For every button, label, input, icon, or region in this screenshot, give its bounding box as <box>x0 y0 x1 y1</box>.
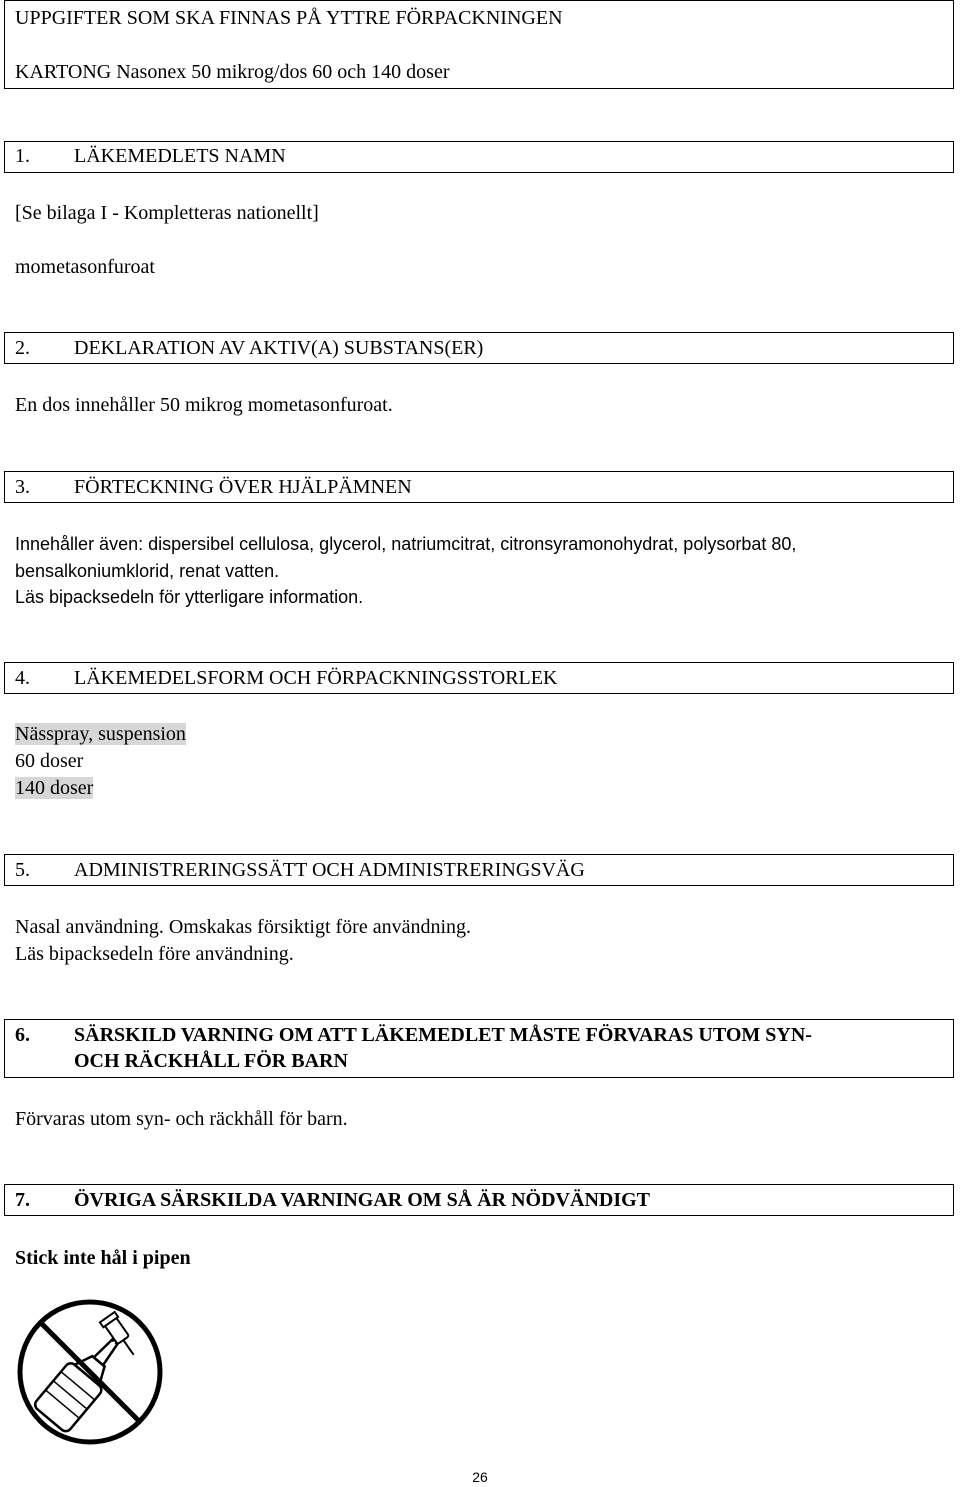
section-title-line-2: OCH RÄCKHÅLL FÖR BARN <box>74 1050 348 1072</box>
section-title: FÖRTECKNING ÖVER HJÄLPÄMNEN <box>74 476 412 498</box>
section-3-line-3: Läs bipacksedeln för ytterligare information. <box>15 587 364 607</box>
section-number: 3. <box>15 476 30 498</box>
section-number: 6. <box>15 1024 30 1046</box>
section-title: DEKLARATION AV AKTIV(A) SUBSTANS(ER) <box>74 337 484 359</box>
section-7-heading <box>15 1187 650 1213</box>
section-4-line-1 <box>15 721 186 747</box>
section-1-line-1: [Se bilaga I - Kompletteras nationellt] <box>15 202 319 224</box>
highlighted-text: Nässpray, suspension <box>15 723 186 745</box>
section-title: LÄKEMEDLETS NAMN <box>74 145 286 167</box>
section-number: 4. <box>15 667 30 689</box>
section-title: ÖVRIGA SÄRSKILDA VARNINGAR OM SÅ ÄR NÖDVÄNDIGT <box>74 1189 651 1211</box>
section-4-line-3 <box>15 775 93 801</box>
section-1-line-2: mometasonfuroat <box>15 256 155 278</box>
section-3-heading <box>15 474 412 500</box>
section-1-heading <box>15 143 286 169</box>
section-3-line-2: bensalkoniumklorid, renat vatten. <box>15 561 280 581</box>
section-title: ADMINISTRERINGSSÄTT OCH ADMINISTRERINGSVÄG <box>74 859 585 881</box>
section-4-line-2: 60 doser <box>15 750 84 772</box>
highlighted-text: 140 doser <box>15 777 94 799</box>
section-number: 7. <box>15 1189 30 1211</box>
section-5-line-2: Läs bipacksedeln före användning. <box>15 943 294 965</box>
section-title: LÄKEMEDELSFORM OCH FÖRPACKNINGSSTORLEK <box>74 667 558 689</box>
do-not-pierce-nozzle-icon <box>14 1296 166 1448</box>
document-title: UPPGIFTER SOM SKA FINNAS PÅ YTTRE FÖRPACKNINGEN <box>15 7 563 29</box>
section-number: 1. <box>15 145 30 167</box>
section-5-heading <box>15 857 585 883</box>
section-number: 2. <box>15 337 30 359</box>
section-6-heading <box>15 1022 812 1074</box>
section-number: 5. <box>15 859 30 881</box>
document-subtitle: KARTONG Nasonex 50 mikrog/dos 60 och 140 doser <box>15 61 450 83</box>
section-6-line-1: Förvaras utom syn- och räckhåll för barn. <box>15 1108 348 1130</box>
section-3-line-1: Innehåller även: dispersibel cellulosa, glycerol, natriumcitrat, citronsyramonohydrat, polysorbat 80, <box>15 534 797 554</box>
section-4-heading <box>15 665 557 691</box>
page-number: 26 <box>472 1469 488 1485</box>
section-5-line-1: Nasal användning. Omskakas försiktigt före användning. <box>15 916 472 938</box>
section-title-line-1: SÄRSKILD VARNING OM ATT LÄKEMEDLET MÅSTE FÖRVARAS UTOM SYN- <box>74 1024 812 1046</box>
section-7-line-1: Stick inte hål i pipen <box>15 1247 191 1269</box>
section-2-heading <box>15 335 483 361</box>
section-2-line-1: En dos innehåller 50 mikrog mometasonfuroat. <box>15 394 393 416</box>
